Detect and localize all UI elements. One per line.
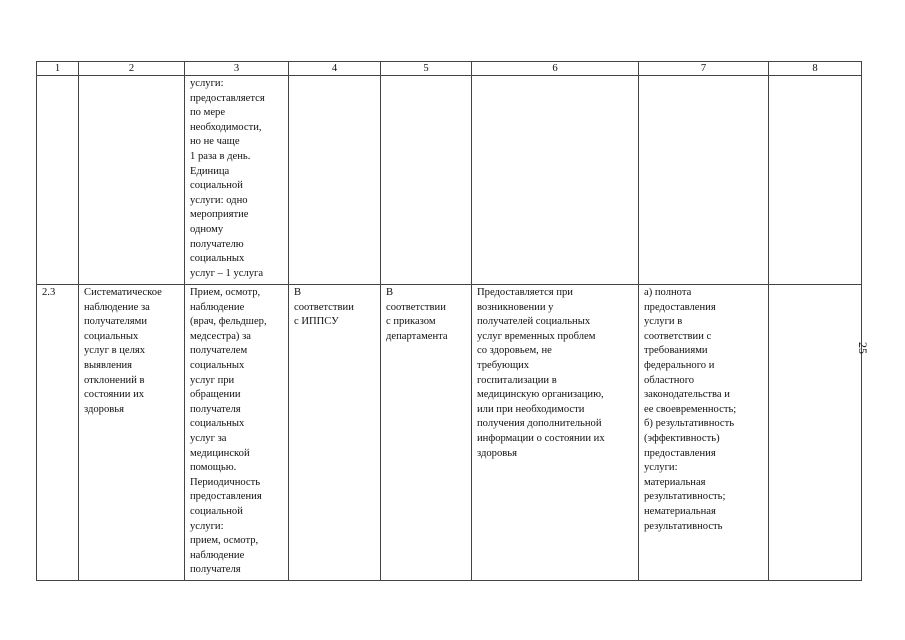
page-number: 25 bbox=[856, 342, 870, 354]
cell-service-description: услуги: предоставляется по мере необходимости, но не чаще 1 раза в день. Единица социальной услуги: одно мероприятие одному получателю социальных услуг – 1 услуга bbox=[185, 76, 289, 285]
column-number-5: 5 bbox=[381, 62, 472, 76]
column-number-3: 3 bbox=[185, 62, 289, 76]
cell-quality-indicators bbox=[639, 76, 769, 285]
table-header-row bbox=[37, 62, 862, 76]
cell-service-name: Систематическое наблюдение за получателями социальных услуг в целях выявления отклонений в состоянии их здоровья bbox=[79, 285, 185, 581]
cell-price bbox=[381, 76, 472, 285]
document-table bbox=[36, 61, 862, 581]
cell-volume bbox=[289, 76, 381, 285]
table-row-continuation bbox=[37, 76, 862, 285]
column-number-1: 1 bbox=[37, 62, 79, 76]
cell-price: В соответствии с приказом департамента bbox=[381, 285, 472, 581]
cell-conditions bbox=[472, 76, 639, 285]
cell-volume: В соответствии с ИППСУ bbox=[289, 285, 381, 581]
cell-notes bbox=[769, 285, 862, 581]
column-number-6: 6 bbox=[472, 62, 639, 76]
cell-conditions: Предоставляется при возникновении у получателей социальных услуг временных проблем со здоровьем, не требующих госпитализации в медицинскую организацию, или при необходимости получения дополнительной информации о состоянии их здоровья bbox=[472, 285, 639, 581]
cell-number bbox=[37, 76, 79, 285]
column-number-7: 7 bbox=[639, 62, 769, 76]
cell-number: 2.3 bbox=[37, 285, 79, 581]
table-row-2-3 bbox=[37, 285, 862, 581]
cell-service-name bbox=[79, 76, 185, 285]
column-number-2: 2 bbox=[79, 62, 185, 76]
column-number-8: 8 bbox=[769, 62, 862, 76]
cell-notes bbox=[769, 76, 862, 285]
cell-quality-indicators: а) полнота предоставления услуги в соответствии с требованиями федерального и областного законодательства и ее своевременность; б) результативность (эффективность) предоставления услуги: материальная результативность; нематериальная результативность bbox=[639, 285, 769, 581]
cell-service-description: Прием, осмотр, наблюдение (врач, фельдшер, медсестра) за получателем социальных услуг при обращении получателя социальных услуг за медицинской помощью. Периодичность предоставления социальной услуги: прием, осмотр, наблюдение получателя bbox=[185, 285, 289, 581]
column-number-4: 4 bbox=[289, 62, 381, 76]
